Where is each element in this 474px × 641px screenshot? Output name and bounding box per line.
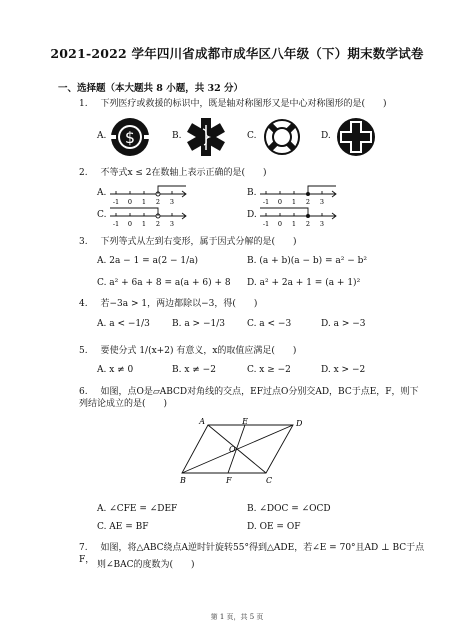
option-b: B. (a + b)(a − b) = a² − b² xyxy=(247,256,368,266)
star-of-life-icon xyxy=(186,117,226,157)
question-number: 5. xyxy=(79,346,88,356)
option-a: A. 2a − 1 = a(2 − 1/a) xyxy=(97,256,199,266)
tick-label: -1 xyxy=(112,220,120,228)
tick-label: 1 xyxy=(291,220,297,228)
question-text: 下列等式从左到右变形，属于因式分解的是( ) xyxy=(100,237,297,247)
question-number: 6. xyxy=(79,387,88,397)
tick-label: 2 xyxy=(155,198,161,206)
option-d: D. a > −3 xyxy=(321,319,366,329)
tick-label: 3 xyxy=(169,198,175,206)
question-3 xyxy=(79,236,297,248)
tick-label: 1 xyxy=(141,198,147,206)
parallelogram-figure xyxy=(178,417,303,485)
page-title: 2021-2022 学年四川省成都市成华区八年级（下）期末数学试卷 xyxy=(50,46,424,61)
question-text: 要使分式 1/(x+2) 有意义，x的取值应满足( ) xyxy=(100,346,297,356)
number-line-a xyxy=(108,182,188,206)
tick-label: -1 xyxy=(262,220,270,228)
option-c: C. a < −3 xyxy=(247,319,292,329)
option-a: A. ∠CFE = ∠DEF xyxy=(97,504,178,514)
tick-label: 3 xyxy=(169,220,175,228)
point-label: O xyxy=(229,445,236,454)
question-5 xyxy=(79,345,296,357)
point-label: B xyxy=(180,476,186,485)
option-a: A. a < −1/3 xyxy=(97,319,150,329)
question-number: 1. xyxy=(79,99,88,109)
question-7-line2: 则∠BAC的度数为( ) xyxy=(97,560,195,570)
tick-label: 0 xyxy=(127,198,133,206)
option-d: D. xyxy=(247,210,257,220)
point-label: C xyxy=(266,476,273,485)
question-number: 2. xyxy=(79,168,88,178)
tick-label: 2 xyxy=(155,220,161,228)
tick-label: -1 xyxy=(112,198,120,206)
question-text: 不等式x ≤ 2在数轴上表示正确的是( ) xyxy=(100,168,267,178)
tick-label: 0 xyxy=(277,198,283,206)
option-d: D. OE = OF xyxy=(247,522,301,532)
option-d: D. a² + 2a + 1 = (a + 1)² xyxy=(247,278,361,288)
number-line-c xyxy=(108,204,188,228)
option-a: A. xyxy=(97,131,107,141)
tick-label: 2 xyxy=(305,220,311,228)
life-ring-icon xyxy=(262,117,302,157)
question-4 xyxy=(79,298,257,310)
tick-label: 1 xyxy=(291,198,297,206)
question-1 xyxy=(79,98,387,110)
question-text: 如图，将△ABC绕点A逆时针旋转55°得到△ADE，若∠E = 70°且AD ⊥ BC于点F， xyxy=(79,543,425,565)
option-b: B. ∠DOC = ∠OCD xyxy=(247,504,331,514)
tick-label: 3 xyxy=(319,198,325,206)
point-label: A xyxy=(199,417,205,426)
tick-label: 0 xyxy=(277,220,283,228)
option-c: C. x ≥ −2 xyxy=(247,365,291,375)
page-footer: 第 1 页，共 5 页 xyxy=(210,613,264,621)
dollar-sign-medallion-icon xyxy=(110,117,150,157)
number-line-b xyxy=(258,182,338,206)
option-a: A. x ≠ 0 xyxy=(97,365,134,375)
option-c: C. xyxy=(247,131,257,141)
question-text: 如图，点O是▱ABCD对角线的交点，EF过点O分别交AD，BC于点E，F，则下列结论成立的是( ) xyxy=(79,387,419,409)
point-label: D xyxy=(296,419,303,428)
tick-label: 2 xyxy=(305,198,311,206)
tick-label: 0 xyxy=(127,220,133,228)
number-line-d xyxy=(258,204,338,228)
option-b: B. xyxy=(247,188,257,198)
option-c: C. AE = BF xyxy=(97,522,149,532)
option-c: C. xyxy=(97,210,107,220)
question-text: 下列医疗或救援的标识中，既是轴对称图形又是中心对称图形的是( ) xyxy=(100,99,387,109)
option-a: A. xyxy=(97,188,107,198)
option-b: B. x ≠ −2 xyxy=(172,365,216,375)
question-6 xyxy=(79,386,424,410)
medical-cross-icon xyxy=(336,117,376,157)
option-b: B. a > −1/3 xyxy=(172,319,225,329)
question-number: 4. xyxy=(79,299,88,309)
option-d: D. xyxy=(321,131,331,141)
option-b: B. xyxy=(172,131,182,141)
question-number: 3. xyxy=(79,237,88,247)
question-text: 若−3a > 1，两边都除以−3，得( ) xyxy=(100,299,258,309)
tick-label: -1 xyxy=(262,198,270,206)
svg-text:$: $ xyxy=(124,128,136,147)
question-number: 7. xyxy=(79,543,88,553)
tick-label: 1 xyxy=(141,220,147,228)
point-label: F xyxy=(226,476,232,485)
option-d: D. x > −2 xyxy=(321,365,366,375)
section-heading: 一、选择题（本大题共 8 小题，共 32 分） xyxy=(58,83,244,94)
point-label: E xyxy=(242,417,248,426)
question-2 xyxy=(79,167,267,179)
tick-label: 3 xyxy=(319,220,325,228)
option-c: C. a² + 6a + 8 = a(a + 6) + 8 xyxy=(97,278,231,288)
